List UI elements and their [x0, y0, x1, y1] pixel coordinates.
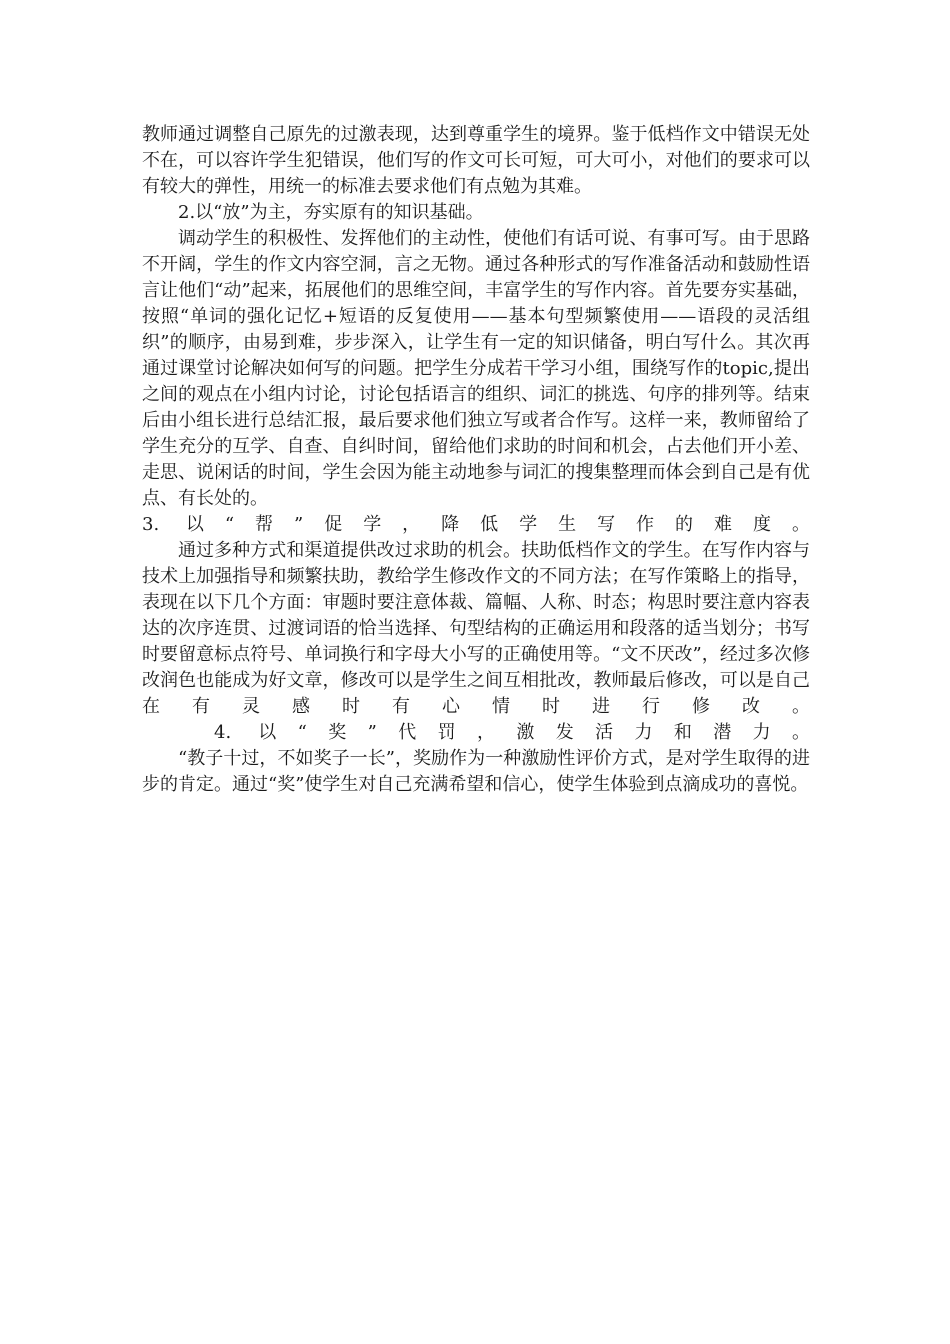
- heading-point-2: 2.以“放”为主，夯实原有的知识基础。: [178, 202, 484, 223]
- document-body: [142, 122, 810, 798]
- paragraph-point-2-body: 调动学生的积极性、发挥他们的主动性，使他们有话可说、有事可写。由于思路不开阔，学生的作文内容空洞，言之无物。通过各种形式的写作准备活动和鼓励性语言让他们“动”起来，拓展他们的思维空间，丰富学生的写作内容。首先要夯实基础，按照“单词的强化记忆+短语的反复使用——基本句型频繁使用——语段的灵活组织”的顺序，由易到难，步步深入，让学生有一定的知识储备，明白写什么。其次再通过课堂讨论解决如何写的问题。把学生分成若干学习小组，围绕写作的topic,提出之间的观点在小组内讨论，讨论包括语言的组织、词汇的挑选、句序的排列等。结束后由小组长进行总结汇报，最后要求他们独立写或者合作写。这样一来，教师留给了学生充分的互学、自查、自纠时间，留给他们求助的时间和机会，占去他们开小差、走思、说闲话的时间，学生会因为能主动地参与词汇的搜集整理而体会到自己是有优点、有长处的。: [142, 228, 810, 509]
- heading-point-3: 3. 以“帮”促学，降低学生写作的难度。: [142, 514, 810, 535]
- heading-point-4: 4. 以“奖”代罚，激发活力和潜力。: [214, 722, 810, 743]
- paragraph-point-4-body: “教子十过，不如奖子一长”，奖励作为一种激励性评价方式，是对学生取得的进步的肯定。通过“奖”使学生对自己充满希望和信心，使学生体验到点滴成功的喜悦。: [142, 748, 810, 795]
- paragraph-teacher-attitude: 教师通过调整自己原先的过激表现，达到尊重学生的境界。鉴于低档作文中错误无处不在，可以容许学生犯错误，他们写的作文可长可短，可大可小，对他们的要求可以有较大的弹性，用统一的标准去要求他们有点勉为其难。: [142, 124, 810, 197]
- paragraph-point-3-body: 通过多种方式和渠道提供改过求助的机会。扶助低档作文的学生。在写作内容与技术上加强指导和频繁扶助，教给学生修改作文的不同方法；在写作策略上的指导，表现在以下几个方面：审题时要注意体裁、篇幅、人称、时态；构思时要注意内容表达的次序连贯、过渡词语的恰当选择、句型结构的正确运用和段落的适当划分；书写时要留意标点符号、单词换行和字母大小写的正确使用等。“文不厌改”，经过多次修改润色也能成为好文章，修改可以是学生之间互相批改，教师最后修改，可以是自己在有灵感时有心情时进行修改。: [142, 540, 810, 717]
